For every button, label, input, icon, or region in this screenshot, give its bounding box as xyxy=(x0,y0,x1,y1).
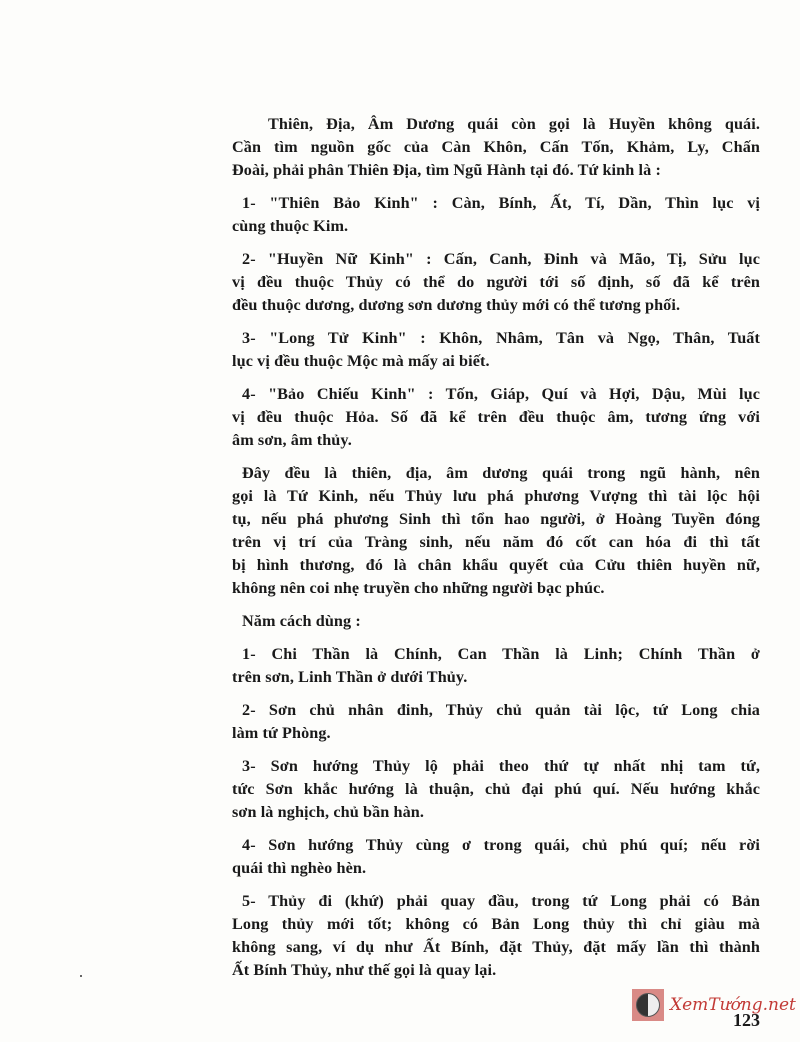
text-line: 1- "Thiên Bảo Kinh" : Càn, Bính, Ất, Tí, Dần, Thìn lục vị xyxy=(242,194,760,212)
paragraph xyxy=(232,113,760,182)
paragraph xyxy=(232,192,760,238)
text-line: 2- "Huyền Nữ Kinh" : Cấn, Canh, Đinh và Mão, Tị, Sửu lục xyxy=(242,250,760,268)
text-line: không nên coi nhẹ truyền cho những người bạc phúc. xyxy=(232,579,605,597)
text-line: tụ, nếu phá phương Sinh thì tổn hao người, ở Hoàng Tuyền đóng xyxy=(232,510,760,528)
text-line: Cần tìm nguồn gốc của Càn Khôn, Cấn Tốn, Khảm, Ly, Chấn xyxy=(232,138,760,156)
text-line: Năm cách dùng : xyxy=(242,612,361,630)
paragraph xyxy=(232,699,760,745)
paragraph xyxy=(232,327,760,373)
paragraph xyxy=(232,383,760,452)
page-number: 123 xyxy=(733,1010,760,1030)
text-line: đều thuộc dương, dương sơn dương thủy mới có thể tương phối. xyxy=(232,296,681,314)
yin-yang-icon xyxy=(632,989,664,1021)
text-line: 3- Sơn hướng Thủy lộ phải theo thứ tự nhất nhị tam tứ, xyxy=(242,757,760,775)
text-line: 5- Thủy đi (khứ) phải quay đầu, trong tứ Long phải có Bản xyxy=(242,892,760,910)
watermark-text: XemTướng.net xyxy=(670,995,796,1015)
text-line: tức Sơn khắc hướng là thuận, chủ đại phú quí. Nếu hướng khắc xyxy=(232,780,760,798)
text-line: không sang, ví dụ như Ất Bính, đặt Thủy, đặt mấy lần thì thành xyxy=(232,938,760,956)
paragraph xyxy=(232,610,760,633)
text-line: Đoài, phải phân Thiên Địa, tìm Ngũ Hành tại đó. Tứ kinh là : xyxy=(232,161,661,179)
paragraph xyxy=(232,643,760,689)
text-line: làm tứ Phòng. xyxy=(232,724,331,742)
text-line: 1- Chi Thần là Chính, Can Thần là Linh; Chính Thần ở xyxy=(242,645,760,663)
text-line: sơn là nghịch, chủ bần hàn. xyxy=(232,803,425,821)
paragraph xyxy=(232,890,760,982)
watermark xyxy=(632,989,796,1021)
text-line: 3- "Long Tử Kinh" : Khôn, Nhâm, Tân và Ngọ, Thân, Tuất xyxy=(242,329,760,347)
paragraph xyxy=(232,462,760,600)
text-line: trên sơn, Linh Thần ở dưới Thủy. xyxy=(232,668,468,686)
text-line: quái thì nghèo hèn. xyxy=(232,859,367,877)
text-line: 2- Sơn chủ nhân đinh, Thủy chủ quản tài lộc, tứ Long chia xyxy=(242,701,760,719)
paragraph xyxy=(232,248,760,317)
page-body xyxy=(232,113,760,992)
text-line: trên vị trí của Tràng sinh, nếu năm đó cốt can hóa đi thì tất xyxy=(232,533,760,551)
text-line: Đây đều là thiên, địa, âm dương quái trong ngũ hành, nên xyxy=(242,464,760,482)
scan-speck xyxy=(80,975,82,977)
text-line: gọi là Tứ Kinh, nếu Thủy lưu phá phương Vượng thì tài lộc hội xyxy=(232,487,760,505)
text-line: Ất Bính Thủy, như thế gọi là quay lại. xyxy=(232,961,497,979)
text-line: lục vị đều thuộc Mộc mà mấy ai biết. xyxy=(232,352,490,370)
paragraph xyxy=(232,755,760,824)
paragraph xyxy=(232,834,760,880)
text-line: bị hình thương, đó là chân khẩu quyết của Cửu thiên huyền nữ, xyxy=(232,556,760,574)
text-line: âm sơn, âm thủy. xyxy=(232,431,352,449)
text-line: cùng thuộc Kim. xyxy=(232,217,349,235)
text-line: 4- "Bảo Chiếu Kinh" : Tốn, Giáp, Quí và Hợi, Dậu, Mùi lục xyxy=(242,385,760,403)
text-line: Thiên, Địa, Âm Dương quái còn gọi là Huyền không quái. xyxy=(268,115,760,133)
text-line: Long thủy mới tốt; không có Bản Long thủy thì chỉ giàu mà xyxy=(232,915,760,933)
text-line: 4- Sơn hướng Thủy cùng ơ trong quái, chủ phú quí; nếu rời xyxy=(242,836,760,854)
text-line: vị đều thuộc Thủy có thể do người tới số định, số đã kể trên xyxy=(232,273,760,291)
text-line: vị đều thuộc Hỏa. Số đã kể trên đều thuộc âm, tương ứng với xyxy=(232,408,760,426)
